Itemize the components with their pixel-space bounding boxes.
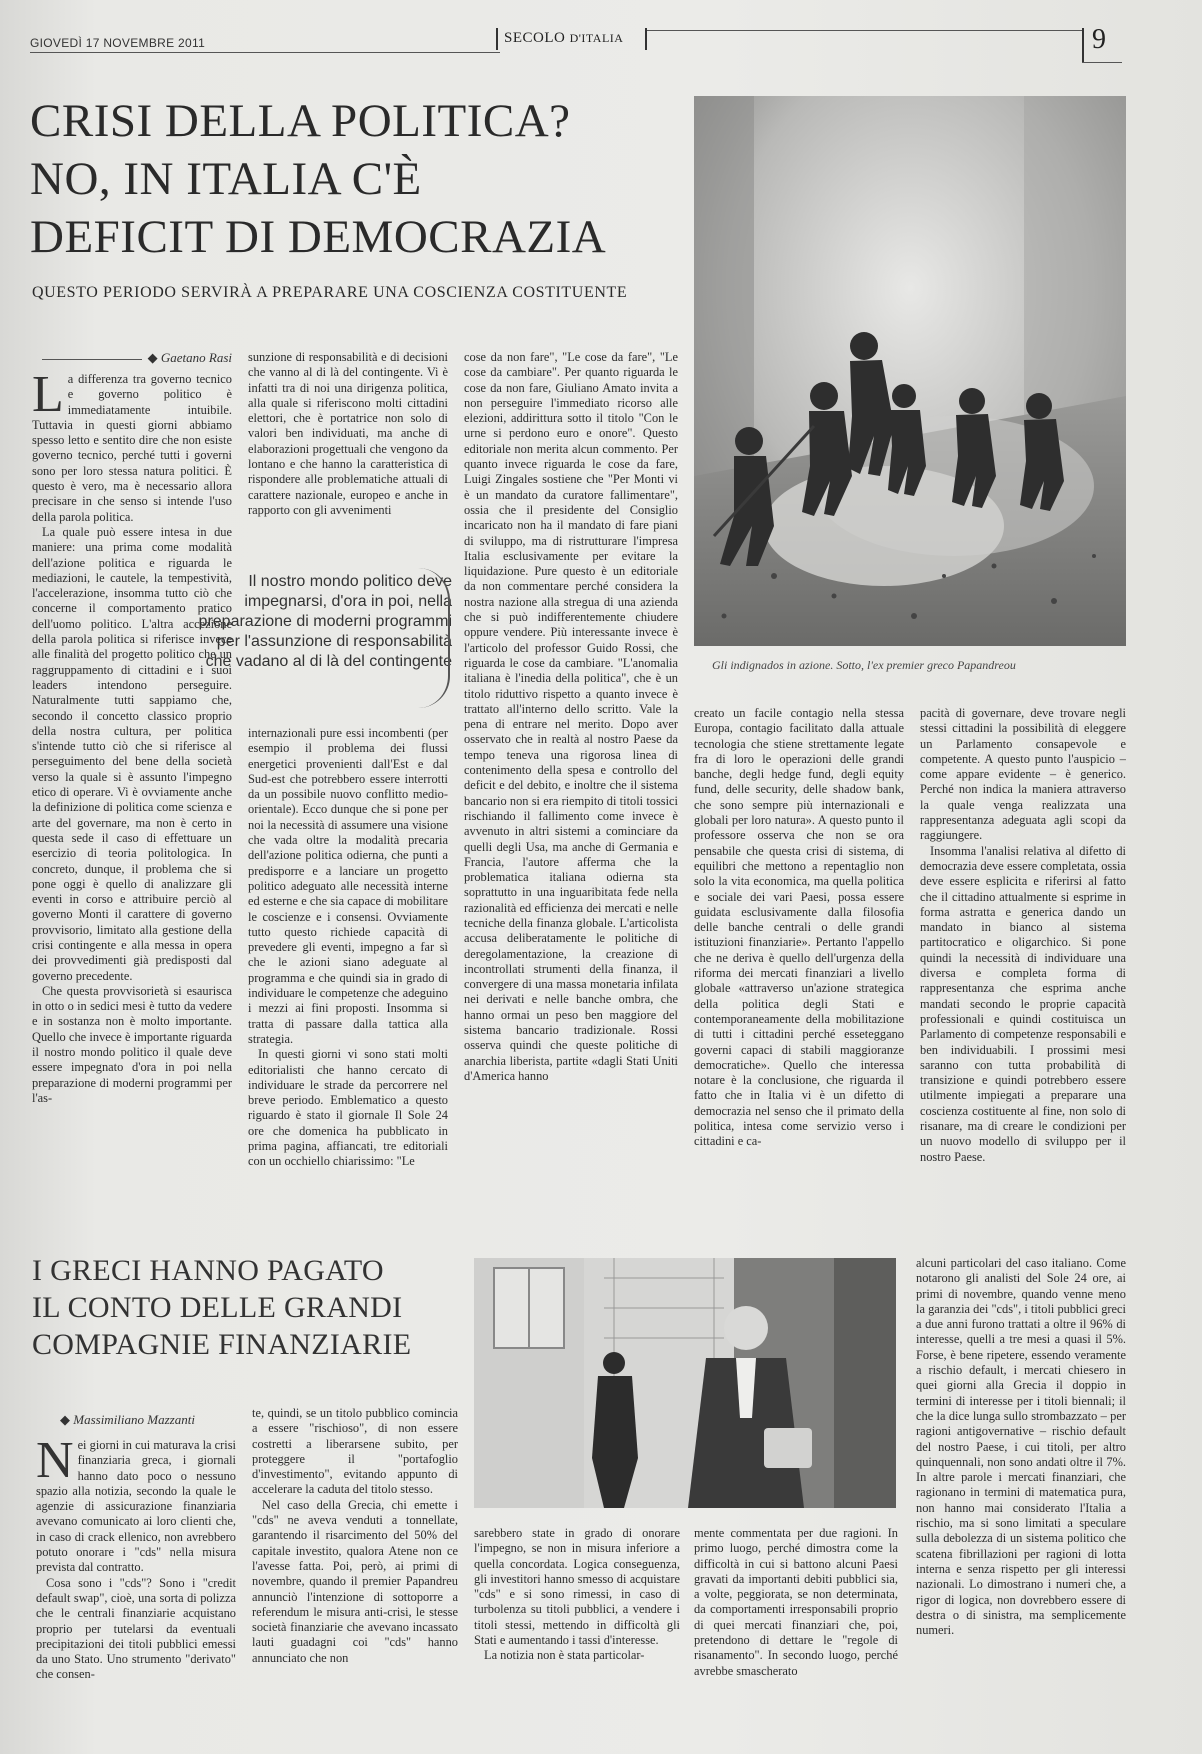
article2-column-3	[474, 1526, 680, 1738]
article1-col1-p3: Che questa provvisorietà si esaurisca in otto o in sedici mesi è tutto da vedere e in sostanza non è molto importante. Quello che invece è importante riguarda il nostro mondo politico il quale deve essere impegnato d'ora in poi nella preparazione di moderni programmi per l'as-	[32, 983, 232, 1105]
article1-dropcap: L	[32, 372, 64, 423]
article1-column-5	[920, 706, 1126, 1240]
article1-headline	[30, 92, 690, 266]
riot-photo-illustration	[694, 96, 1126, 646]
article2-byline: ◆ Massimiliano Mazzanti	[60, 1412, 195, 1427]
article1-byline: ◆ Gaetano Rasi	[34, 350, 232, 366]
article1-column-3	[464, 350, 678, 1240]
article1-column-2-top	[248, 350, 448, 555]
article1-headline-line1: CRISI DELLA POLITICA?	[30, 95, 571, 147]
article2-col2-p2: Nel caso della Grecia, chi emette i "cds" ne aveva venduti a tonnellate, garantendo il risarcimento del 50% del capitale investito, qualora Atene non ce l'avesse fatta. Poi, però, ai primi di novembre, quando il premier Papandreu annunciò l'intenzione di sottoporre a referendum le misura anti-crisi, le stesse società finanziarie che avevano incassato lauti guadagni coi "cds" hanno annunciato che non	[252, 1497, 458, 1665]
article1-author: Gaetano Rasi	[160, 350, 232, 365]
article2-author: Massimiliano Mazzanti	[73, 1412, 195, 1427]
article2-headline-line1: I GRECI HANNO PAGATO	[32, 1254, 384, 1287]
article1-col1-p1: a differenza tra governo tecnico e governo politico è immediatamente intuibile. Tuttavia in questi giorni abbiamo spesso letto e sentito dire che non esiste governo tecnico, perché tutti i governi sono per loro stessa natura politici. È questo è vero, ma è necessario allora precisare in che senso si intende l'uso della parola politica.	[32, 372, 232, 524]
article2-column-2	[252, 1406, 458, 1738]
page-number: 9	[1092, 24, 1106, 55]
article2-headline-line2: IL CONTO DELLE GRANDI	[32, 1291, 403, 1324]
article1-col2-bottom-p2: In questi giorni vi sono stati molti editorialisti che hanno cercato di individuare le strade da percorrere nel breve periodo. Emblematico a questo riguardo è stato il giornale Il Sole 24 ore che domenica ha pubblicato in prima pagina, affiancati, tre editoriali con un occhiello chiarissimo: "Le	[248, 1047, 448, 1169]
article2-col4-p1: mente commentata per due ragioni. In primo luogo, perché dimostra come la difficoltà in cui si battono alcuni Paesi gravati da importanti debiti pubblici sia, a volte, peggiorata, se non determinata, da comportamenti irresponsabili proprio di quei mercati finanziari che, poi, pretendono di dettare le "regole di risanamento". In secondo luogo, perché avrebbe smascherato	[694, 1526, 898, 1678]
article2-col1-p1: ei giorni in cui maturava la crisi finanziaria greca, i giornali hanno dato poco o nessuno spazio alla notizia, secondo la quale le agenzie di assicurazione finanziaria avevano comunicato ai loro clienti che, in caso di crack ellenico, non avrebbero potuto onorare i "cds" nella misura prevista dal contratto.	[36, 1438, 236, 1575]
article1-col5-p1: pacità di governare, deve trovare negli stessi cittadini la possibilità di eleggere un Parlamento consapevole e competente. A questo punto l'auspicio – come appare evidente – è generico. Perché non indica la maniera attraverso la quale venga realizzata una rappresentanza adeguata agli scopi da raggiungere.	[920, 706, 1126, 843]
header-rule-left	[30, 52, 500, 53]
issue-date: GIOVEDÌ 17 NOVEMBRE 2011	[30, 36, 206, 50]
header-rule-right	[647, 30, 1082, 31]
article1-column-1	[32, 372, 232, 1240]
article2-headline-line3: COMPAGNIE FINANZIARIE	[32, 1328, 412, 1361]
pagenum-rule	[1082, 62, 1122, 63]
article1-col1-p2: La quale può essere intesa in due maniere: una prima come modalità dell'azione politica e riguarda le mediazioni, le cautele, la tempestività, l'accelerazione, insomma tutto ciò che concerne il comportamento pratico dell'uomo politico. L'altra accezione della parola politica si riferisce invece alle finalità del progetto politico che un raggruppamento di cittadini e i suoi leaders intendono perseguire. Naturalmente tutti sappiamo che, secondo il concetto classico proprio della nostra cultura, per politica s'intende tutto ciò che si riferisce al perseguimento del bene della società verso la quale si è assunto l'impegno etico di operare. Vi è ovviamente anche la definizione di politica come scienza e arte del governare, ma non è certo in questa sede il caso di effettuare un esercizio di teoria politologica. In concreto, dunque, il problema che si pone oggi è quello di analizzare gli eventi in corso e attribuire perciò al governo Monti il carattere di governo provvisorio, limitato alla gestione della crisi contingente e alla messa in opera dei provvedimenti già predisposti dal governo precedente.	[32, 524, 232, 983]
article2-col1-p2: Cosa sono i "cds"? Sono i "credit default swap", cioè, una sorta di polizza che le centrali finanziarie acquistano proprio per tutelarsi da eventuali precipitazioni dei titoli pubblici emessi da uno Stato. Uno strumento "derivato" che consen-	[36, 1575, 236, 1682]
article1-headline-line3: DEFICIT DI DEMOCRAZIA	[30, 211, 607, 263]
article1-col2-top-p1: sunzione di responsabilità e di decisioni che vanno al di là del contingente. Vi è infatti tra di noi una dirigenza politica, alla quale si riferiscono molti cittadini elettori, che è portatrice non solo di valori ben individuati, ma anche di elaborazioni progettuali che vengono da lontano e che hanno la caratteristica di rispondere alle problematiche attuali di carattere nazionale, europeo e anche in rapporto con gli avvenimenti	[248, 350, 448, 517]
article2-column-1	[36, 1438, 236, 1738]
article1-headline-line2: NO, IN ITALIA C'È	[30, 153, 422, 205]
article1-column-2-bottom	[248, 726, 448, 1240]
article1-photo	[694, 96, 1126, 646]
masthead-bar-right	[645, 28, 647, 50]
pagenum-bar	[1082, 28, 1084, 62]
article2-col3-p1: sarebbero state in grado di onorare l'impegno, se non in misura inferiore a quella concordata. Logica conseguenza, gli investitori hanno smesso di acquistare "cds" e si sono rimessi, in caso di turbolenza su titoli pubblici, a vendere i titoli stessi, mettendo in difficoltà gli Stati e aumentando i tassi d'interesse.	[474, 1526, 680, 1648]
article2-column-4	[694, 1526, 898, 1738]
article2-col5-p1: alcuni particolari del caso italiano. Come notarono gli analisti del Sole 24 ore, ai primi di novembre, quando venne meno la garanzia dei "cds", i titoli pubblici greci a due anni furono trattati a oltre il 96% di interesse, quelli a tre mesi a quasi il 5%. Forse, è bene ripetere, essendo veramente a rischio default, i mercati chiesero in quei giorni alla Grecia il doppio in termini di interesse per i titoli biennali; il che la dice lunga sullo strombazzato – per ragioni antigovernative – rischio default del nostro Paese, i cui titoli, per altro quinquennali, non sono andati oltre il 7%. In altre parole i mercati finanziari, che ragionano in termini di matematica pura, non hanno mai considerato l'Italia a rischio, ma si sono limitati a speculare sulla debolezza di un sistema politico che scatena fibrillazioni per ragioni di lotta interna e senza rispetto per gli interessi nazionali. Lo dimostrano i numeri che, a rigor di logica, non dovrebbero essere di destra o di sinistra, ma semplicemente numeri.	[916, 1256, 1126, 1638]
masthead	[504, 30, 623, 47]
article1-column-4	[694, 706, 904, 1240]
pull-quote-box	[196, 572, 452, 702]
article2-col2-p1: te, quindi, se un titolo pubblico comincia a essere "rischioso", di non essere costretti a liberarsene subito, per proteggere il "portafoglio d'investimento", evitando appunto di accelerare la caduta del titolo stesso.	[252, 1406, 458, 1497]
article2-photo	[474, 1258, 896, 1508]
pull-quote: Il nostro mondo politico deve impegnarsi, d'ora in poi, nella preparazione di moderni programmi per l'assunzione di responsabilità che vadano al di là del contingente	[198, 573, 452, 670]
article2-col3-p2: La notizia non è stata particolar-	[484, 1648, 645, 1663]
article1-col2-bottom-p1: internazionali pure essi incombenti (per esempio il problema dei flussi energetici provenienti dall'Est e dal Sud-est che potrebbero essere interrotti da un possibile nuovo conflitto medio-orientale). Ecco dunque che si pone per noi la necessità di assumere una visione che vada oltre la modalità precaria dell'azione politica odierna, che punti a predisporre e a lanciare un progetto politico adeguato alle necessità interne ed esterne e che sia capace di mobilitare le coscienze e i consensi. Ovviamente tutto questo richiede capacità di prevedere gli eventi, impegno a far sì che le azioni siano adeguate al programma e che quindi sia in grado di individuare le competenze che adeguino i mezzi ai fini proposti. Insomma si tratta di passare dalla tattica alla strategia.	[248, 726, 448, 1046]
article1-col3-p1: cose da non fare", "Le cose da fare", "Le cose da cambiare". Per quanto riguarda le cose da non fare, Giuliano Amato invita a non perseguire l'immediato ricorso alle elezioni, addirittura sotto il titolo "Con le urne si perdono euro e onore". Questo editoriale non merita alcun commento. Per quanto invece riguarda le cose da fare, Luigi Zingales sostiene che "Per Monti vi è un mandato da curatore fallimentare", ossia che il presidente del Consiglio incaricato non ha il mandato di fare piani di sviluppo, ma di ristrutturare l'impresa Italia esclusivamente per evitare la liquidazione. Pure questo è un editoriale da non commentare perché considera la nostra nazione alla stregua di una azienda che si può indifferentemente chiudere oppure vendere. Più interessante invece è l'articolo del professor Guido Rossi, che riguarda le cose da cambiare. "L'anomalia italiana è l'inedia della politica", che è un titolo riduttivo rispetto a quanto invece è trattato all'interno dello scritto. Vale la pena di entrare nel merito. Dopo aver osservato che in realtà al nostro Paese da tempo teneva una rigorosa linea di contenimento della spesa e controllo del deficit e del debito, e inoltre che il sistema bancario non si era riempito di titoli tossici rischiando il fallimento come invece è avvenuto in altri sistemi a cominciare da quelli degli Usa, ma anche di Germania e Francia, l'autore afferma che la problematica italiana odierna sta soprattutto in una inguaribitata fede nella razionalità ed efficienza dei mercati e nelle tecniche della finanza globale. L'articolista accusa deliberatamente le politiche di deregolamentazione, la creazione di incontrollati strumenti della finanza, il convergere di una massa monetaria infilata nei derivati e nelle banche ombra, che hanno ormai un peso ben maggiore del sistema bancario tradizionale. Rossi osserva quindi che queste politiche di anarchia liberista, partite «dagli Stati Uniti d'America hanno	[464, 350, 678, 1083]
papandreou-photo-illustration	[474, 1258, 896, 1508]
article2-headline	[32, 1252, 462, 1363]
article1-subheadline: QUESTO PERIODO SERVIRÀ A PREPARARE UNA COSCIENZA COSTITUENTE	[32, 284, 628, 301]
masthead-name: SECOLO	[504, 30, 566, 46]
masthead-suffix: D'ITALIA	[569, 31, 624, 45]
pull-quote-bracket	[418, 568, 450, 708]
masthead-bar-left	[496, 28, 498, 50]
article1-col5-p2: Insomma l'analisi relativa al difetto di democrazia deve essere completata, ossia deve essere esplicita e riferirsi al fatto che il cittadino attualmente si esprime in forma astratta e generica dando un mandato in bianco al sistema partitocratico e oligarchico. Si pone quindi la necessità di individuare una diversa e completa forma di rappresentanza che esprima anche mandati secondo le proprie capacità professionali e quindi costituisca un Parlamento di competenze responsabili e ben individuabili. I prossimi mesi saranno con tutta probabilità di transizione e quindi potrebbero essere utilmente impiegati a preparare una coscienza costituente al fine, non solo di risanare, ma di creare le condizioni per un nuovo modello di sviluppo per il nostro Paese.	[920, 843, 1126, 1164]
article2-dropcap: N	[36, 1438, 74, 1489]
byline-rule	[42, 359, 142, 360]
article1-photo-caption: Gli indignados in azione. Sotto, l'ex premier greco Papandreou	[712, 658, 1016, 672]
article1-col4-p1: creato un facile contagio nella stessa Europa, contagio facilitato dalla attuale tecnologia che stiene strettamente legate fra di loro le operazioni delle grandi banche, degli hedge fund, degli equity fund, delle security, delle shadow bank, che sono sempre più internazionali e globali per loro natura». A questo punto il professore osserva che non se ora pensabile che questa crisi di sistema, di equilibri che mettono a repentaglio non solo la vita economica, ma quella politica e sociale dei vari Paesi, possa essere guidata esclusivamente dalla filosofia delle banche centrali o delle grandi istituzioni finanziarie». Pertanto l'appello che ne deriva è quello dell'urgenza della riforma dei mercati finanziari a livello globale «attraverso un'azione strategica della politica degli Stati e contemporaneamente della mobilitazione di tutti i cittadini perché esseteggano governi capaci di stabili maggioranze democratiche». Quello che interessa notare è la conclusione, che riguarda il fatto che in Italia vi è un difetto di democrazia nel senso che il primato della politica, intesa come servizio verso i cittadini e ca-	[694, 706, 904, 1149]
article2-column-5	[916, 1256, 1126, 1738]
